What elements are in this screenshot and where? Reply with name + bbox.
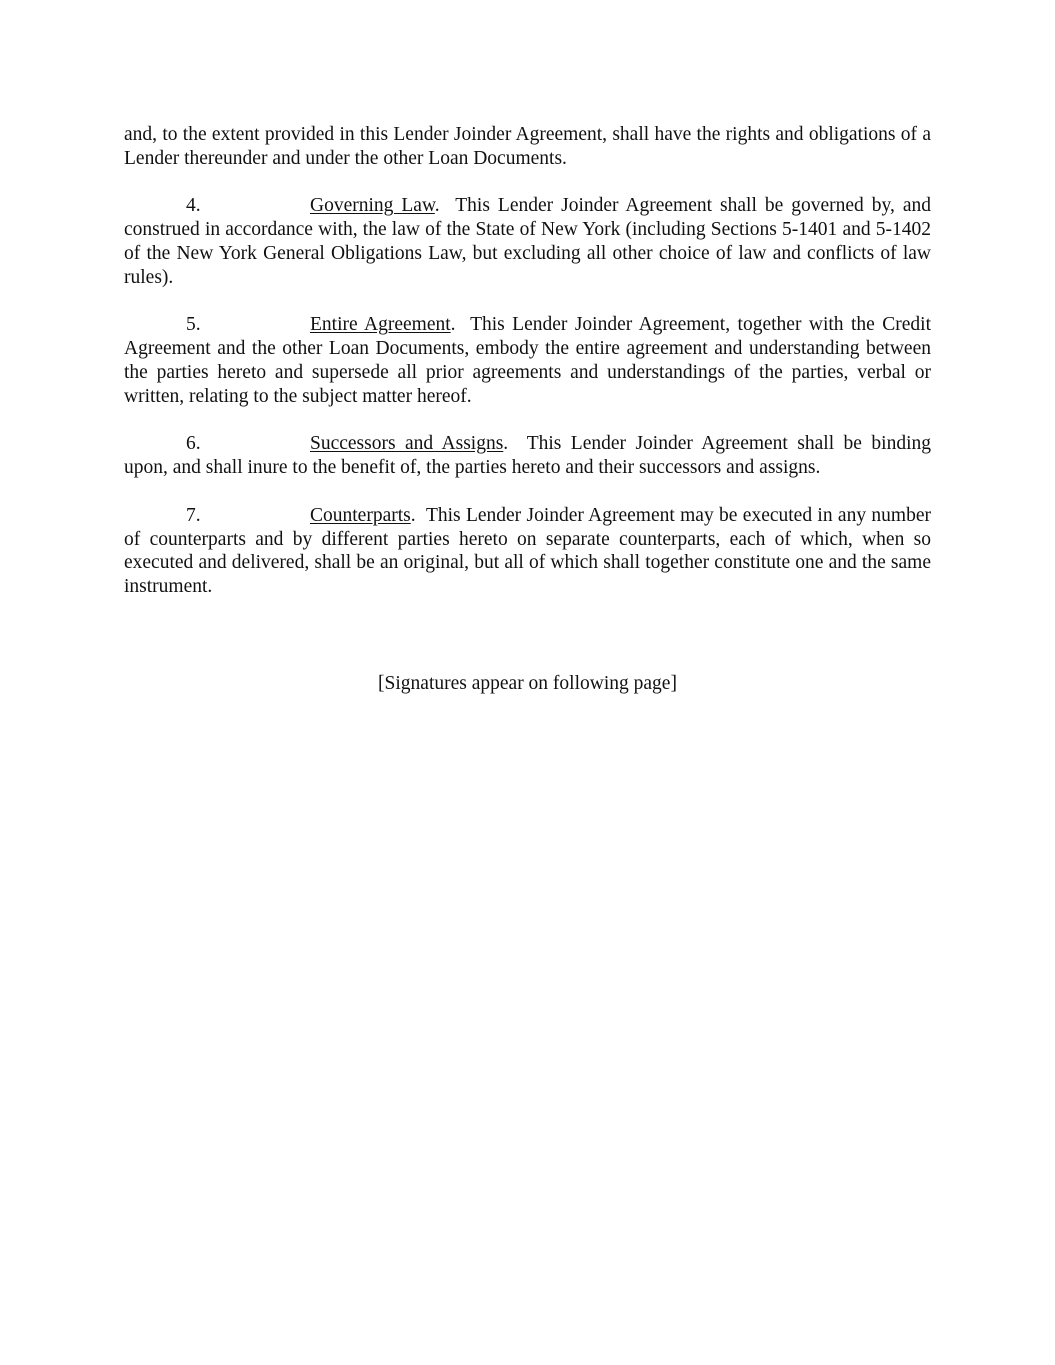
section-text: This Lender Joinder Agreement, together with the Credit Agreement and the other Loan Documents, embody the entire agreement and understanding between the parties hereto and supersede all prior agreements and understandings of the parties, verbal or written, relating to the subject matter hereof. — [124, 314, 931, 407]
section-text: This Lender Joinder Agreement may be executed in any number of counterparts and by different parties hereto on separate counterparts, each of which, when so executed and delivered, shall be an original, but all of which shall together constitute one and the same instrument. — [124, 504, 931, 598]
section-entire-agreement: 5. Entire Agreement. This Lender Joinder Agreement, together with the Credit Agreement and the other Loan Documents, embody the entire agreement and understanding between the parties hereto and supersede all prior agreements and understandings of the parties, verbal or written, relating to the subject matter hereof. — [124, 314, 931, 407]
section-text: This Lender Joinder Agreement shall be governed by, and construed in accordance with, the law of the State of New York (including Sections 5-1401 and 5-1402 of the New York General Obligations Law, but excluding all other choice of law and conflicts of law rules). — [124, 195, 932, 288]
section-successors-and-assigns: 6. Successors and Assigns. This Lender Joinder Agreement shall be binding upon, and shall inure to the benefit of, the parties hereto and their successors and assigns. — [124, 433, 931, 479]
section-heading: Governing Law — [310, 195, 435, 217]
section-heading: Counterparts — [310, 504, 411, 526]
section-text: This Lender Joinder Agreement shall be binding upon, and shall inure to the benefit of, the parties hereto and their successors and assigns. — [124, 433, 931, 479]
signature-note: [Signatures appear on following page] — [378, 673, 677, 694]
document-page — [124, 123, 932, 694]
section-counterparts: 7. Counterparts. This Lender Joinder Agreement may be executed in any number of counterparts and by different parties hereto on separate counterparts, each of which, when so executed and delivered, shall be an original, but all of which shall together constitute one and the same instrument. — [124, 504, 931, 598]
section-governing-law: 4. Governing Law. This Lender Joinder Agreement shall be governed by, and construed in accordance with, the law of the State of New York (including Sections 5-1401 and 5-1402 of the New York General Obligations Law, but excluding all other choice of law and conflicts of law rules). — [124, 195, 932, 288]
section-number: 7. — [186, 504, 201, 526]
section-number: 4. — [186, 195, 201, 217]
continuation-paragraph: and, to the extent provided in this Lender Joinder Agreement, shall have the rights and obligations of a Lender thereunder and under the other Loan Documents. — [124, 124, 931, 169]
section-heading: Entire Agreement — [310, 314, 451, 336]
section-number: 5. — [186, 314, 201, 336]
section-heading: Successors and Assigns — [310, 433, 504, 455]
section-number: 6. — [186, 433, 201, 455]
